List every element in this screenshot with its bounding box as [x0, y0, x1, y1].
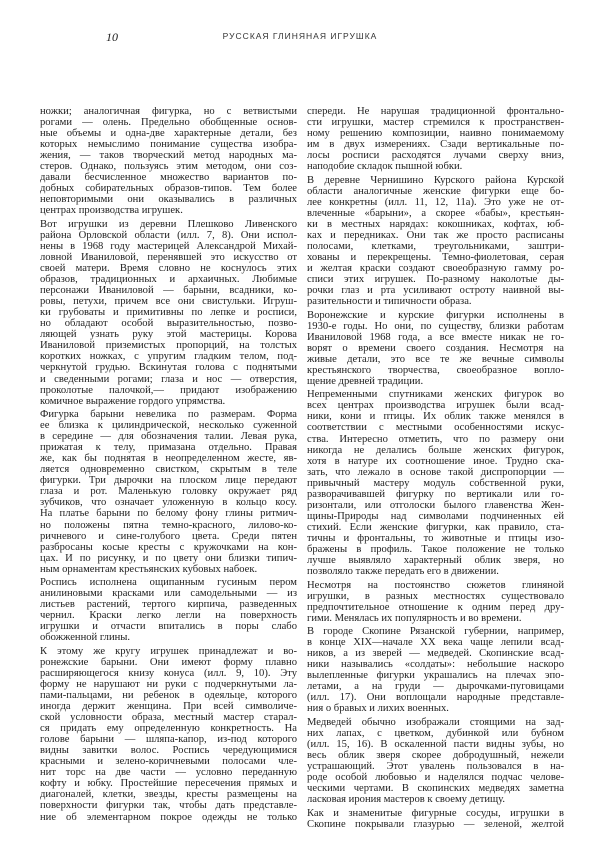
- text-line: голове барыни — шляпа-капор, из-под которого: [40, 734, 297, 746]
- text-line: черкнутой грудью. Вскинутая голова с поднятыми: [40, 362, 297, 374]
- text-line: персонажи Иваниловой — барыни, всадники, ко-: [40, 285, 297, 297]
- text-line: в конце XIX—начале XX века чаще лепили всад-: [307, 637, 564, 649]
- text-line: неповторимыми они оказывались в различных: [40, 194, 297, 206]
- text-line: диагоналей, клетки, звезды, кресты размещены на: [40, 789, 297, 801]
- text-line: весь облик зверя скорее добродушный, нежели: [307, 750, 564, 762]
- paragraph: [307, 310, 564, 387]
- text-line: ножки; аналогичная фигурка, но с ветвистыми: [40, 106, 297, 117]
- text-line: (илл. 15, 16). В оскаленной пасти видны зубы, но: [307, 738, 564, 750]
- text-line: нены в 1968 году мастерицей Александрой Михай-: [40, 240, 297, 252]
- text-line: лучше выявляло характерный облик зверя, но: [307, 555, 564, 567]
- text-line: ронежские барыни. Они имеют форму плавно: [40, 656, 297, 668]
- text-line: и желтая краски создают своеобразную гамму ро-: [307, 263, 564, 275]
- text-line: Несмотря на постоянство сюжетов глиняной: [307, 579, 564, 591]
- text-line: полосами, клетками, треугольниками, заштри-: [307, 240, 564, 252]
- text-line: хованы и перекрещены. Темно-фиолетовая, серая: [307, 252, 564, 263]
- text-line: никогда не делались больше женских фигурок,: [307, 444, 564, 456]
- text-line: 1930-е годы. Но они, по существу, близки работам: [307, 320, 564, 332]
- text-line: лее конкретны (илл. 11, 12, 11а). Это уже не от-: [307, 196, 564, 208]
- text-line: обожженной глины.: [40, 632, 131, 644]
- text-line: ние об элементарном покрое одежды не только: [40, 811, 297, 823]
- text-line: ской условности образа, местный мастер старал-: [40, 712, 297, 724]
- text-line: крестьянского творчества, своеобразное вопло-: [307, 364, 564, 376]
- text-line: разворачивавшей фигурку по вертикали или го-: [307, 488, 564, 500]
- text-line: живые детали, это все те же вечные символы: [307, 353, 564, 365]
- text-line: пами-пальцами, ни ребенок в одеяльце, которого: [40, 690, 297, 701]
- text-line: жения, — таков творческий метод народных ма-: [40, 150, 297, 162]
- text-line: разительности и типичности образа.: [307, 296, 472, 308]
- text-line: предпочтительное отношение к одним перед дру-: [307, 601, 564, 613]
- text-line: ся придать ему определенную конкретность. На: [40, 723, 297, 735]
- paragraph: [307, 106, 564, 172]
- text-line: Иваниловой 1968 года, а все вместе никак не го-: [307, 331, 564, 343]
- text-line: лосы росписи расходятся лучами сверху вниз,: [307, 150, 564, 162]
- text-line: роде особой любовью и наделялся подчас челове-: [307, 772, 564, 784]
- text-line: тичны и фронтальны, то животные и птицы изо-: [307, 532, 564, 544]
- text-line: листьев растений, тертого кирпича, разведенных: [40, 599, 297, 611]
- paragraph: [307, 626, 564, 714]
- text-line: зубчиков, что означает уложенную в кольцо косу.: [40, 497, 297, 509]
- text-line: чернил. Краски легко легли на поверхность: [40, 610, 297, 622]
- text-line: Фигурка барыни невелика по размерам. Форма: [40, 409, 297, 421]
- text-line: форму не нарушают ни руки с подчеркнутыми ла-: [40, 678, 297, 690]
- text-line: позволяло также передать его в движении.: [307, 566, 499, 578]
- text-line: ловной Иваниловой, перенявшей это искусство от: [40, 252, 297, 263]
- text-line: красными и зелено-коричневыми полосами чле-: [40, 756, 297, 768]
- text-line: но обладают особой выразительностью, позво-: [40, 318, 297, 330]
- text-line: области аналогичные женские фигурки еще бо-: [307, 185, 564, 197]
- text-line: ники назывались «солдаты»: небольшие наскоро: [307, 659, 564, 671]
- paragraph: [40, 646, 297, 823]
- text-line: игрушки, в разных местностях существовало: [307, 590, 564, 602]
- text-line: ники, кони и птицы. Их облик также менялся в: [307, 411, 564, 423]
- text-line: расширяющегося книзу конуса (илл. 9, 10). Эту: [40, 667, 297, 679]
- text-line: рочки глаз и рта усиливают остроту наивной вы-: [307, 285, 564, 297]
- text-line: Как и знаменитые фигурные сосуды, игрушки в: [307, 807, 564, 819]
- text-line: ному решению композиции, наивно понимаемому: [307, 128, 564, 140]
- text-line: хотя в натуре их соотношение иное. Трудно ска-: [307, 455, 564, 467]
- text-line: влеченные «барыни», а скорее «бабы», крестьян-: [307, 207, 564, 219]
- paragraph: [40, 409, 297, 575]
- text-line: которых немыслимо понимание существа изобра-: [40, 139, 297, 151]
- running-title: РУССКАЯ ГЛИНЯНАЯ ИГРУШКА: [222, 31, 378, 41]
- text-line: Скопине покрывали глазурью — зеленой, желтой: [307, 818, 564, 830]
- text-line: цах. И по рисунку, и по цвету они близки типич-: [40, 552, 297, 564]
- text-line: ризонтали, или отголоски былого главенства Жен-: [307, 499, 564, 511]
- right-text-column: [307, 106, 564, 832]
- text-line: К этому же кругу игрушек принадлежат и во-: [40, 645, 297, 657]
- text-line: поверхности фигурки так, чтобы дать представле-: [40, 800, 297, 812]
- text-line: ников, а из зверей — медведей. Скопинские всад-: [307, 648, 564, 660]
- text-line: ее близка к цилиндрической, несколько суженной: [40, 420, 297, 432]
- text-line: летами, а на груди — дырочками-пуговицами: [307, 681, 564, 693]
- text-line: ным орнаментам крестьянских кубовых набоек.: [40, 563, 258, 575]
- paragraph: [307, 389, 564, 577]
- text-line: фигурки. Три дырочки на плоском лице передают: [40, 475, 297, 487]
- text-line: ки в местных нарядах: кокошниках, кофтах, юб-: [307, 218, 564, 230]
- text-line: ческими чертами. В скопинских медведях заметна: [307, 783, 564, 795]
- paragraph: [307, 808, 564, 830]
- text-line: района Орловской области (илл. 7, 8). Они испол-: [40, 229, 297, 241]
- text-line: устрашающий. Этот увалень пользовался в на-: [307, 761, 564, 773]
- text-line: давали бесчисленное множество вариантов по-: [40, 172, 297, 184]
- text-line: Иваниловой приземистых пропорций, на толстых: [40, 340, 297, 352]
- text-line: своей матери. Время словно не коснулось этих: [40, 263, 297, 275]
- text-line: стихий. Если женские фигурки, как правило, ста-: [307, 521, 564, 533]
- paragraph: [40, 219, 297, 407]
- text-line: и сведенными рогами; глаза и нос — отверстия,: [40, 373, 297, 385]
- text-line: иногда держит женщина. При всей символиче-: [40, 701, 297, 713]
- text-line: всех центрах производства игрушек были всад-: [307, 400, 564, 412]
- text-line: ляется одновременно свистком, скрытым в теле: [40, 464, 297, 476]
- text-line: ные объемы и одна-две характерные детали, без: [40, 128, 297, 140]
- text-line: комичное выражение гордого упрямства.: [40, 395, 226, 407]
- text-line: Вот игрушки из деревни Плешково Ливенского: [40, 218, 297, 230]
- text-line: спереди. Не нарушая традиционной фронтально-: [307, 106, 564, 117]
- text-line: гими. Менялась их популярность и во времени.: [307, 612, 522, 624]
- text-line: (илл. 17). Они воплощали народные представле-: [307, 692, 564, 704]
- text-line: но положены пятна темно-красного, лилово-ко-: [40, 519, 297, 531]
- text-line: проколотые палочкой,— придают изображению: [40, 384, 297, 396]
- text-line: нит торс на две части — условно переданную: [40, 767, 297, 779]
- text-line: добных собирательных образов-типов. Тем более: [40, 183, 297, 195]
- text-line: соответствии с местными особенностями искус-: [307, 422, 564, 434]
- text-line: ляющей узнать руку этой мастерицы. Корова: [40, 329, 297, 341]
- text-line: видны завитки волос. Роспись чередующимися: [40, 745, 297, 757]
- text-line: ки грубоваты и примитивны по лепке и росписи,: [40, 307, 297, 319]
- text-line: них лапах, с цветком, дубинкой или бубном: [307, 727, 564, 739]
- text-line: На платье барыни по белому фону глины ритмич-: [40, 508, 297, 520]
- text-line: Роспись исполнена ощипанным гусиным пером: [40, 577, 297, 589]
- text-line: глаза и рот. Маленькую головку окружает ряд: [40, 486, 297, 498]
- text-line: щение древней традиции.: [307, 375, 424, 387]
- text-line: ках и передниках. Они так же просто расписаны: [307, 229, 564, 241]
- text-line: ворят о времени своего создания. Несмотря на: [307, 342, 564, 354]
- text-line: наподобие складок пышной юбки.: [307, 161, 463, 173]
- text-line: Медведей обычно изображали стоящими на зад-: [307, 716, 564, 728]
- text-line: Непременными спутниками женских фигурок во: [307, 389, 564, 401]
- text-line: игрушки и отчасти впитались в поры слабо: [40, 621, 297, 633]
- text-line: стеров. Однако, пользуясь этим методом, они соз-: [40, 161, 297, 173]
- text-line: бражены в профиль. Такое положение не только: [307, 544, 564, 555]
- text-line: зать, что лежало в основе такой диспропорции —: [307, 466, 564, 478]
- text-line: списи этих игрушек. По-разному наколотые ды-: [307, 274, 564, 286]
- text-line: анилиновыми красками или самодельными — из: [40, 588, 297, 600]
- text-line: образов, традиционных и архаичных. Любимые: [40, 274, 297, 286]
- text-line: разбросаны косые кресты с кружочками на кон-: [40, 541, 297, 553]
- text-line: сти игрушки, мастер стремился к пространствен-: [307, 117, 564, 129]
- paragraph: [307, 717, 564, 805]
- text-line: ричневого и сине-голубого цвета. Среди пятен: [40, 530, 297, 542]
- paragraph: [307, 580, 564, 624]
- text-line: В деревне Чернишино Курского района Курской: [307, 174, 564, 186]
- text-line: в середине — для обозначения талии. Левая рука,: [40, 431, 297, 443]
- paragraph: [40, 577, 297, 643]
- text-line: вылепленные фигурки украшались на плечах эпо-: [307, 670, 564, 682]
- left-text-column: [40, 106, 297, 825]
- text-line: ровы, петухи, причем все они свистульки. Игруш-: [40, 296, 297, 308]
- text-line: рогами — олень. Предельно обобщенные основ-: [40, 117, 297, 129]
- paragraph: [40, 106, 297, 216]
- text-line: прижатая к телу, примазана отдельно. Правая: [40, 442, 297, 454]
- paragraph: [307, 175, 564, 308]
- text-line: центрах производства игрушек.: [40, 205, 183, 217]
- text-line: привычный мастеру модуль собственной руки,: [307, 477, 564, 489]
- text-line: же, как бы поднятая в неопределенном жесте, яв-: [40, 453, 297, 465]
- text-line: кофту и юбку. Простейшие пересечения прямых и: [40, 778, 297, 790]
- text-line: ния о бравых и лихих военных.: [307, 703, 449, 715]
- page-number: 10: [106, 30, 118, 44]
- text-line: Воронежские и курские фигурки исполнены в: [307, 309, 564, 321]
- text-line: ства. Интересно отметить, что по размеру они: [307, 433, 564, 445]
- text-line: коротких ножках, с упругим гладким телом, под-: [40, 351, 297, 363]
- text-line: им в двух измерениях. Сзади вертикальные по-: [307, 139, 564, 151]
- text-line: ласковая ирония мастеров к своему детищу.: [307, 794, 506, 806]
- text-line: В городе Скопине Рязанской губернии, например,: [307, 626, 564, 638]
- text-line: щины-Природы над символами подчиненных ей: [307, 510, 564, 522]
